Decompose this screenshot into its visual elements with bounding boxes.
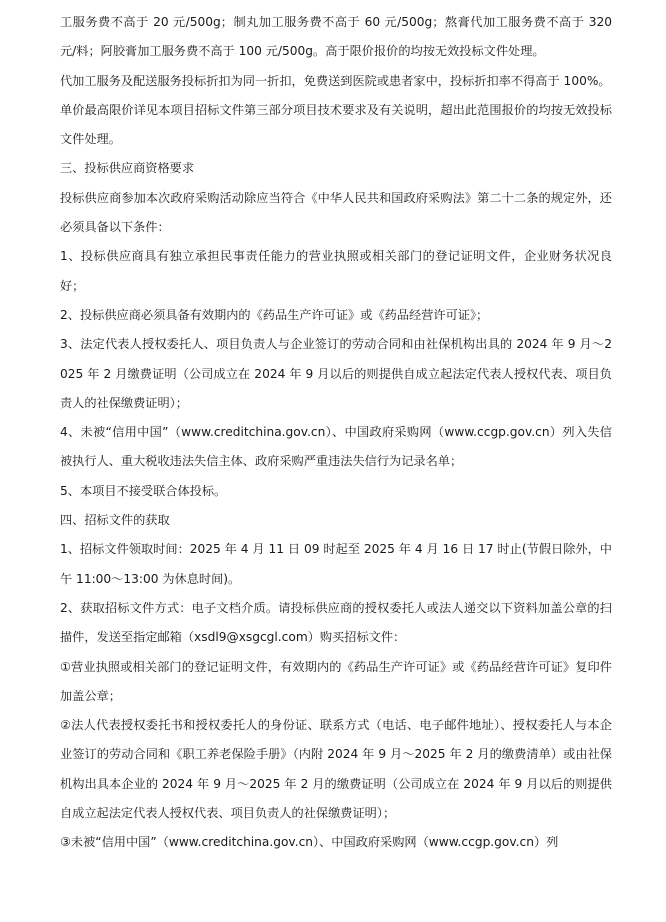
required-doc-3: ③未被“信用中国”（www.creditchina.gov.cn）、中国政府采购网（www.ccgp.gov.cn）列	[60, 835, 559, 850]
section-heading-document-acquisition: 四、招标文件的获取	[60, 513, 170, 528]
qualification-item-1: 1、投标供应商具有独立承担民事责任能力的营业执照或相关部门的登记证明文件，企业财务状况良好；	[60, 249, 612, 293]
paragraph-discount-rate: 代加工服务及配送服务投标折扣为同一折扣，免费送到医院或患者家中，投标折扣率不得高于 100%。	[60, 73, 611, 88]
qualification-item-5: 5、本项目不接受联合体投标。	[60, 483, 227, 498]
paragraph-service-fees: 工服务费不高于 20 元/500g；制丸加工服务费不高于 60 元/500g；熬膏代加工服务费不高于 320 元/料；阿胶膏加工服务费不高于 100 元/500g。高于限价报价的均按无效投标文件处理。	[60, 15, 612, 59]
qualification-item-3: 3、法定代表人授权委托人、项目负责人与企业签订的劳动合同和由社保机构出具的 2024 年 9 月～2025 年 2 月缴费证明（公司成立在 2024 年 9 月以后的则提供自成立起法定代表人授权代表、项目负责人的社保缴费证明）；	[60, 337, 612, 410]
acquisition-item-2: 2、获取招标文件方式：电子文档介质。请投标供应商的授权委托人或法人递交以下资料加盖公章的扫描件，发送至指定邮箱（xsdl9@xsgcgl.com）购买招标文件：	[60, 600, 612, 645]
paragraph-max-price: 单价最高限价详见本项目招标文件第三部分项目技术要求及有关说明，超出此范围报价的均按无效投标文件处理。	[60, 102, 612, 147]
required-doc-1: ①营业执照或相关部门的登记证明文件，有效期内的《药品生产许可证》或《药品经营许可证》复印件加盖公章；	[60, 659, 612, 703]
required-doc-2: ②法人代表授权委托书和授权委托人的身份证、联系方式（电话、电子邮件地址）、授权委托人与本企业签订的劳动合同和《职工养老保险手册》（内附 2024 年 9 月～2025 年 2 月的缴费清单）或由社保机构出具本企业的 2024 年 9 月～2025 年 2 月的缴费证明（公司成立在 2024 年 9 月以后的则提供自成立起法定代表人授权代表、项目负责人的社保缴费证明）；	[60, 718, 612, 821]
paragraph-qualification-intro: 投标供应商参加本次政府采购活动除应当符合《中华人民共和国政府采购法》第二十二条的规定外，还必须具备以下条件：	[60, 190, 612, 235]
acquisition-item-1: 1、招标文件领取时间：2025 年 4 月 11 日 09 时起至 2025 年 4 月 16 日 17 时止(节假日除外，中午 11:00～13:00 为休息时间)。	[60, 542, 612, 586]
section-heading-qualifications: 三、投标供应商资格要求	[60, 161, 195, 176]
qualification-item-4: 4、未被“信用中国”（www.creditchina.gov.cn）、中国政府采购网（www.ccgp.gov.cn）列入失信被执行人、重大税收违法失信主体、政府采购严重违法失信行为记录名单；	[60, 425, 612, 469]
qualification-item-2: 2、投标供应商必须具备有效期内的《药品生产许可证》或《药品经营许可证》；	[60, 307, 489, 322]
